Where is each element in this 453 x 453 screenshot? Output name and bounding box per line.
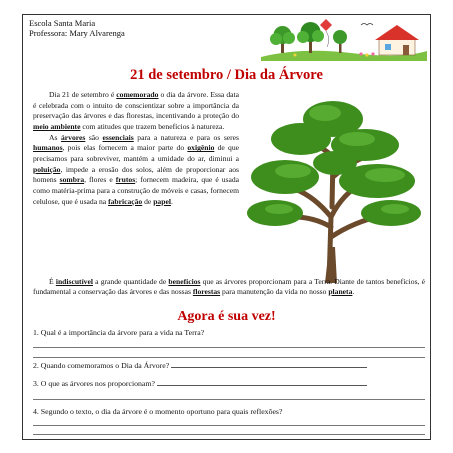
school-info — [29, 18, 125, 38]
school-name: Escola Santa Maria — [29, 18, 96, 28]
answer-line[interactable] — [33, 357, 425, 358]
paragraph-1: Dia 21 de setembro é comemorado o dia da árvore. Essa data é celebrada com o intuito de conscientizar sobre a importância da preservação das árvores e das florestas, incentivando a proteção do meio ambiente com atitudes que trazem benefícios à natureza. — [33, 90, 239, 131]
paragraph-2: As árvores são essenciais para a natureza e para os seres humanos, pois elas fornecem a maior parte do oxigênio de que precisamos para sobreviver, mantém a umidade do ar, diminui a poluição, impede a erosão dos solos, além de proporcionar aos homens sombra, flores e frutos; fornecem madeira, que é usada como matéria-prima para a construção de móveis e casas, fornecem celulose, que é usada na fabricação de papel. — [33, 132, 240, 206]
answer-line[interactable] — [33, 347, 425, 348]
small-tree-icon — [270, 26, 295, 53]
tree-illustration — [245, 97, 423, 283]
question-1: 1. Qual é a importância da árvore para a vida na Terra? — [33, 328, 205, 337]
intro-text — [33, 90, 239, 207]
header-illustration — [261, 17, 427, 61]
paragraph-3: É indiscutível a grande quantidade de benefícios que as árvores proporcionam para a Terra. Diante de tantos benefícios, é fundamental a conservação das árvores e das nossas florestas para manutenção da vida no nosso planeta. — [33, 277, 425, 296]
question-3: 3. O que as árvores nos proporcionam? — [33, 378, 425, 389]
question-2: 2. Quando comemoramos o Dia da Árvore? — [33, 360, 425, 371]
conclusion-text — [33, 277, 425, 297]
header — [23, 15, 430, 59]
answer-line[interactable] — [171, 360, 367, 368]
answer-line[interactable] — [33, 434, 425, 435]
exercise-title: Agora é sua vez! — [177, 309, 276, 324]
worksheet-page — [22, 14, 431, 440]
answer-line[interactable] — [33, 425, 425, 426]
answer-line[interactable] — [157, 378, 367, 386]
answer-line[interactable] — [33, 399, 425, 400]
teacher-name: Professora: Mary Alvarenga — [29, 28, 125, 38]
question-4: 4. Segundo o texto, o dia da árvore é o momento oportuno para quais reflexões? — [33, 407, 283, 416]
house-icon — [375, 25, 419, 55]
page-title: 21 de setembro / Dia da Árvore — [130, 67, 323, 83]
